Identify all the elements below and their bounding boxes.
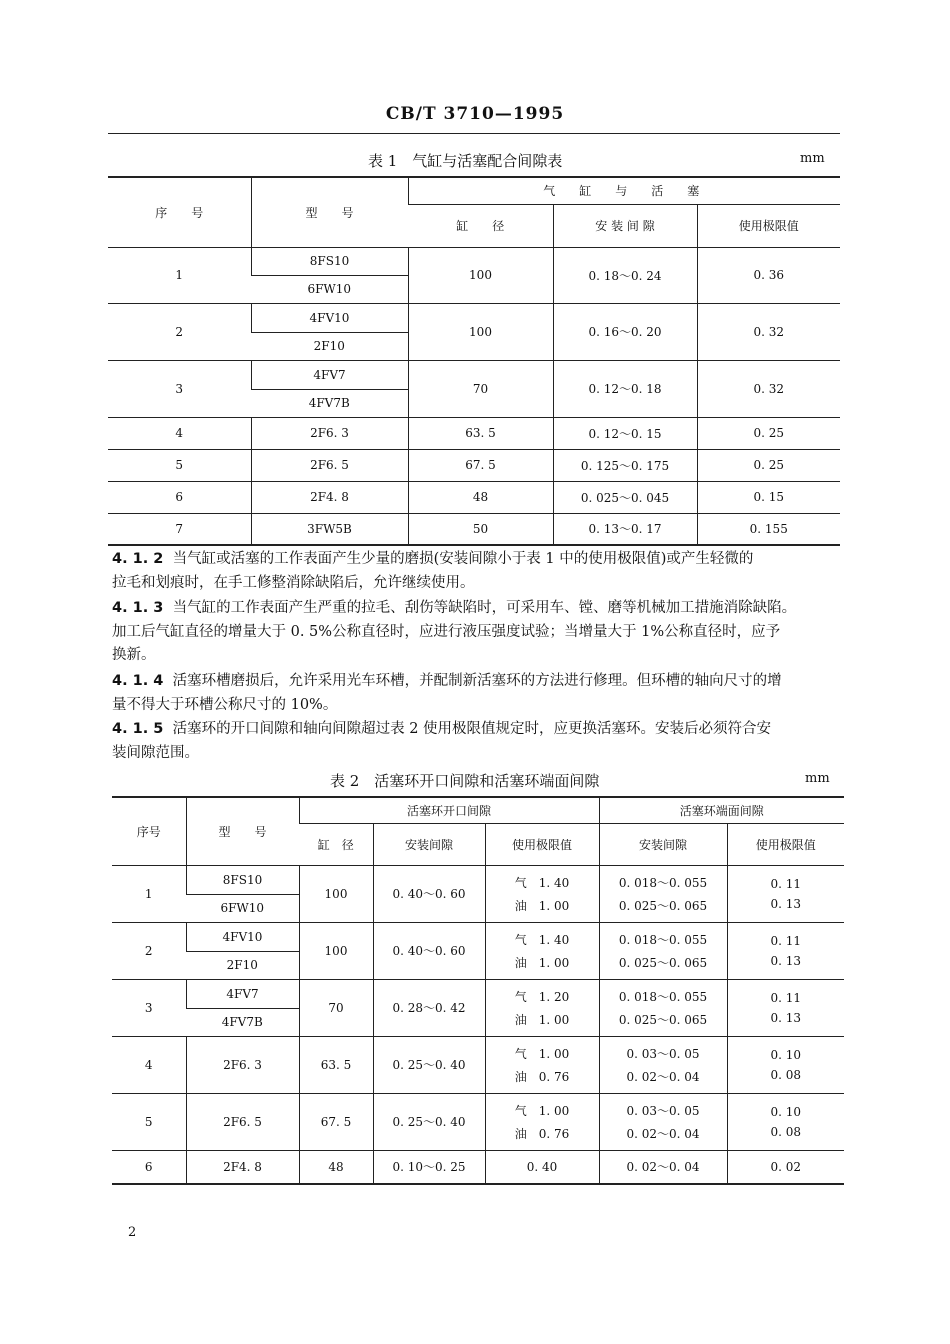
t2-head-open-group: 活塞环开口间隙: [299, 797, 599, 823]
t2-install: 0. 28～0. 42: [373, 979, 485, 1036]
t2-model: 2F10: [186, 951, 299, 979]
t2-end-install-value: 0. 018～0. 055: [618, 932, 708, 947]
t2-end-limit-value: 0. 08: [770, 1067, 802, 1082]
t1-seq: 2: [108, 303, 251, 360]
t2-end-install-value: 0. 03～0. 05: [626, 1046, 700, 1061]
paragraph-line: 量不得大于环槽公称尺寸的 10%。: [112, 696, 338, 713]
table-row: [112, 865, 844, 894]
t2-end-limit-value: 0. 10: [770, 1047, 802, 1062]
t1-limit: 0. 32: [697, 303, 840, 360]
t2-end-limit-value: 0. 11: [770, 933, 802, 948]
table1: [108, 176, 840, 546]
t2-end-install-value: 0. 025～0. 065: [618, 898, 708, 913]
table-row: [112, 1093, 844, 1150]
t2-end-install: [599, 865, 727, 922]
table-row: [108, 303, 840, 332]
t2-end-limit-value: 0. 13: [770, 1010, 802, 1025]
t2-end-limit: [727, 865, 844, 922]
t1-install: 0. 12～0. 15: [553, 417, 697, 449]
t1-limit: 0. 15: [697, 481, 840, 513]
t1-limit: 0. 25: [697, 417, 840, 449]
t1-model: 4FV10: [251, 303, 408, 332]
t1-head-bore: 缸 径: [408, 204, 553, 247]
t1-limit: 0. 36: [697, 247, 840, 303]
t1-seq: 6: [108, 481, 251, 513]
t2-end-limit: [727, 1036, 844, 1093]
t2-seq: 2: [112, 922, 186, 979]
paragraph-line: 换新。: [112, 647, 156, 663]
t1-limit: 0. 32: [697, 360, 840, 417]
document-header: CB/T 3710—1995: [385, 104, 565, 124]
t2-limit-gas: 气 1. 00: [514, 1103, 570, 1118]
clause-number: 4. 1. 2: [112, 551, 164, 567]
t2-model: 4FV7B: [186, 1008, 299, 1036]
clause-number: 4. 1. 3: [112, 600, 164, 616]
t2-limit-oil: 油 1. 00: [514, 955, 570, 970]
t2-limit-gas: 气 1. 20: [514, 989, 570, 1004]
t2-end-install-value: 0. 02～0. 04: [626, 1126, 700, 1141]
t2-seq: 5: [112, 1093, 186, 1150]
t1-bore: 63. 5: [408, 417, 553, 449]
t1-model: 2F6. 5: [251, 449, 408, 481]
t2-model: 2F4. 8: [186, 1150, 299, 1184]
t2-limit: [485, 865, 599, 922]
t2-end-install: [599, 1036, 727, 1093]
t2-model: 6FW10: [186, 894, 299, 922]
t1-install: 0. 16～0. 20: [553, 303, 697, 360]
t2-end-install-value: 0. 03～0. 05: [626, 1103, 700, 1118]
paragraph-line: 活塞环的开口间隙和轴向间隙超过表 2 使用极限值规定时，应更换活塞环。安装后必须符合安: [172, 721, 772, 737]
t2-limit: [485, 1093, 599, 1150]
paragraph-line: 当气缸或活塞的工作表面产生少量的磨损(安装间隙小于表 1 中的使用极限值)或产生轻微的: [172, 551, 754, 567]
t1-install: 0. 13～0. 17: [553, 513, 697, 545]
t2-end-limit-value: 0. 13: [770, 953, 802, 968]
t2-end-install-value: 0. 02～0. 04: [626, 1069, 700, 1084]
table-row: [112, 922, 844, 951]
t2-bore: 100: [299, 865, 373, 922]
t2-end-limit: [727, 1093, 844, 1150]
t2-bore: 63. 5: [299, 1036, 373, 1093]
t2-limit: [485, 979, 599, 1036]
table-row: [112, 1036, 844, 1093]
t1-model: 8FS10: [251, 247, 408, 275]
t2-head-model: 型 号: [186, 797, 299, 865]
paragraph-line: 装间隙范围。: [112, 744, 199, 761]
t1-bore: 50: [408, 513, 553, 545]
t2-head-end-install: 安装间隙: [599, 823, 727, 865]
t1-head-seq: 序 号: [155, 205, 204, 220]
t2-limit: 0. 40: [485, 1150, 599, 1184]
t1-bore: 100: [408, 247, 553, 303]
table1-unit: mm: [800, 151, 825, 166]
t2-end-limit: [727, 922, 844, 979]
t1-install: 0. 18～0. 24: [553, 247, 697, 303]
t2-head-end-limit: 使用极限值: [727, 823, 844, 865]
t2-bore: 67. 5: [299, 1093, 373, 1150]
t2-head-seq: 序号: [136, 824, 161, 839]
t2-bore: 100: [299, 922, 373, 979]
t1-model: 6FW10: [251, 275, 408, 303]
t2-bore: 48: [299, 1150, 373, 1184]
t2-bore: 70: [299, 979, 373, 1036]
table2: [112, 796, 844, 1185]
t2-end-install-value: 0. 025～0. 065: [618, 1012, 708, 1027]
t1-head-model: 型 号: [251, 177, 408, 247]
paragraph-line: 拉毛和划痕时，在手工修整消除缺陷后，允许继续使用。: [112, 574, 475, 591]
table-row: [108, 247, 840, 275]
page-number: 2: [128, 1225, 137, 1240]
t2-model: 4FV10: [186, 922, 299, 951]
t2-end-install: [599, 979, 727, 1036]
t2-limit-oil: 油 0. 76: [514, 1069, 570, 1084]
t2-limit: [485, 1036, 599, 1093]
t1-seq: 3: [108, 360, 251, 417]
header-rule: [108, 133, 840, 134]
t2-model: 2F6. 5: [186, 1093, 299, 1150]
t1-model: 2F10: [251, 332, 408, 360]
t2-end-install-value: 0. 018～0. 055: [618, 989, 708, 1004]
t2-seq: 3: [112, 979, 186, 1036]
t1-model: 4FV7: [251, 360, 408, 389]
t2-end-install-value: 0. 018～0. 055: [618, 875, 708, 890]
t2-install: 0. 25～0. 40: [373, 1093, 485, 1150]
t1-install: 0. 125～0. 175: [553, 449, 697, 481]
t1-limit: 0. 25: [697, 449, 840, 481]
t2-limit-oil: 油 1. 00: [514, 898, 570, 913]
t1-head-install: 安 装 间 隙: [553, 204, 697, 247]
t2-end-limit-value: 0. 11: [770, 876, 802, 891]
t1-model: 2F6. 3: [251, 417, 408, 449]
paragraph-4-1-3: [112, 597, 846, 668]
table-row: [108, 513, 840, 545]
table-row: [112, 979, 844, 1008]
table2-caption: 表 2 活塞环开口间隙和活塞环端面间隙: [330, 772, 600, 790]
t2-limit-oil: 油 0. 76: [514, 1126, 570, 1141]
clause-number: 4. 1. 4: [112, 673, 164, 689]
t1-head-group: 气 缸 与 活 塞: [408, 177, 840, 204]
t1-install: 0. 025～0. 045: [553, 481, 697, 513]
t1-seq: 1: [108, 247, 251, 303]
t1-seq: 7: [108, 513, 251, 545]
t2-model: 2F6. 3: [186, 1036, 299, 1093]
paragraph-4-1-5: [112, 718, 846, 765]
paragraph-4-1-4: [112, 670, 846, 717]
t2-end-limit-value: 0. 13: [770, 896, 802, 911]
t2-end-limit-value: 0. 11: [770, 990, 802, 1005]
t1-head-limit: 使用极限值: [697, 204, 840, 247]
table-row: [112, 1150, 844, 1184]
t2-end-install: 0. 02～0. 04: [599, 1150, 727, 1184]
t2-end-limit-value: 0. 08: [770, 1124, 802, 1139]
t2-model: 4FV7: [186, 979, 299, 1008]
t1-seq: 4: [108, 417, 251, 449]
t2-limit-gas: 气 1. 40: [514, 875, 570, 890]
t1-model: 3FW5B: [251, 513, 408, 545]
t2-model: 8FS10: [186, 865, 299, 894]
t2-seq: 6: [112, 1150, 186, 1184]
table1-caption: 表 1 气缸与活塞配合间隙表: [368, 152, 563, 170]
t2-install: 0. 40～0. 60: [373, 922, 485, 979]
t2-head-install: 安装间隙: [373, 823, 485, 865]
t1-bore: 100: [408, 303, 553, 360]
t2-end-limit: [727, 979, 844, 1036]
t2-limit-oil: 油 1. 00: [514, 1012, 570, 1027]
paragraph-line: 活塞环槽磨损后，允许采用光车环槽，并配制新活塞环的方法进行修理。但环槽的轴向尺寸的增: [172, 673, 782, 689]
paragraph-line: 当气缸的工作表面产生严重的拉毛、刮伤等缺陷时，可采用车、镗、磨等机械加工措施消除缺陷。: [172, 600, 797, 616]
t2-limit: [485, 922, 599, 979]
t2-head-end-group: 活塞环端面间隙: [599, 797, 844, 823]
table-row: [108, 481, 840, 513]
table2-unit: mm: [805, 771, 830, 786]
t2-seq: 1: [112, 865, 186, 922]
clause-number: 4. 1. 5: [112, 721, 164, 737]
t2-seq: 4: [112, 1036, 186, 1093]
paragraph-4-1-2: [112, 548, 846, 595]
t1-bore: 48: [408, 481, 553, 513]
table-row: [108, 360, 840, 389]
t2-end-install-value: 0. 025～0. 065: [618, 955, 708, 970]
t2-end-install: [599, 1093, 727, 1150]
t1-model: 4FV7B: [251, 389, 408, 417]
t2-install: 0. 25～0. 40: [373, 1036, 485, 1093]
table-row: [108, 417, 840, 449]
t2-limit-gas: 气 1. 00: [514, 1046, 570, 1061]
t2-head-bore: 缸 径: [299, 823, 373, 865]
t2-end-limit: 0. 02: [727, 1150, 844, 1184]
t1-bore: 70: [408, 360, 553, 417]
t2-install: 0. 40～0. 60: [373, 865, 485, 922]
t2-head-limit: 使用极限值: [485, 823, 599, 865]
t2-install: 0. 10～0. 25: [373, 1150, 485, 1184]
t2-end-limit-value: 0. 10: [770, 1104, 802, 1119]
t2-limit-gas: 气 1. 40: [514, 932, 570, 947]
t1-limit: 0. 155: [697, 513, 840, 545]
t1-install: 0. 12～0. 18: [553, 360, 697, 417]
t1-model: 2F4. 8: [251, 481, 408, 513]
t1-seq: 5: [108, 449, 251, 481]
table-row: [108, 449, 840, 481]
paragraph-line: 加工后气缸直径的增量大于 0. 5%公称直径时，应进行液压强度试验；当增量大于 1%公称直径时，应予: [112, 623, 781, 640]
t2-end-install: [599, 922, 727, 979]
t1-bore: 67. 5: [408, 449, 553, 481]
